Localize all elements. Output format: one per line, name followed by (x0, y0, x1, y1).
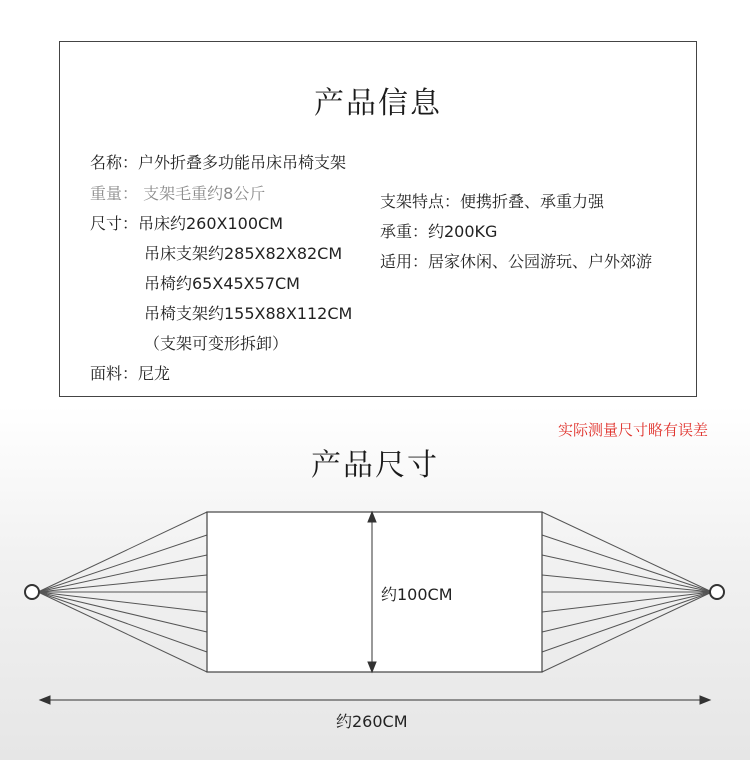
spec-size-line: 吊床支架约285X82X82CM (144, 244, 343, 263)
spec-weight: 重量： 支架毛重约8公斤 (90, 184, 266, 203)
spec-size-line: 吊椅支架约155X88X112CM (144, 304, 353, 323)
left-hanging-ring (25, 585, 39, 599)
spec-size-line: 吊椅约65X45X57CM (144, 274, 300, 293)
dimensions-title: 产品尺寸 (311, 448, 439, 483)
spec-name: 名称：户外折叠多功能吊床吊椅支架 (90, 153, 347, 172)
measurement-note: 实际测量尺寸略有误差 (557, 421, 708, 439)
spec-usage: 适用：居家休闲、公园游玩、户外郊游 (380, 252, 653, 271)
product-info-title: 产品信息 (314, 86, 442, 121)
spec-size: 尺寸：吊床约260X100CM (90, 214, 284, 233)
length-label: 约260CM (336, 712, 408, 731)
spec-material: 面料：尼龙 (90, 364, 171, 383)
spec-size-line: （支架可变形拆卸） (144, 334, 289, 353)
left-suspension-cords (38, 512, 207, 672)
spec-load: 承重：约200KG (380, 222, 498, 241)
right-suspension-cords (542, 512, 712, 672)
spec-features: 支架特点：便携折叠、承重力强 (380, 192, 605, 211)
length-dimension-arrow (40, 696, 710, 704)
height-label: 约100CM (381, 585, 453, 604)
right-hanging-ring (710, 585, 724, 599)
hammock-bed (207, 512, 542, 672)
